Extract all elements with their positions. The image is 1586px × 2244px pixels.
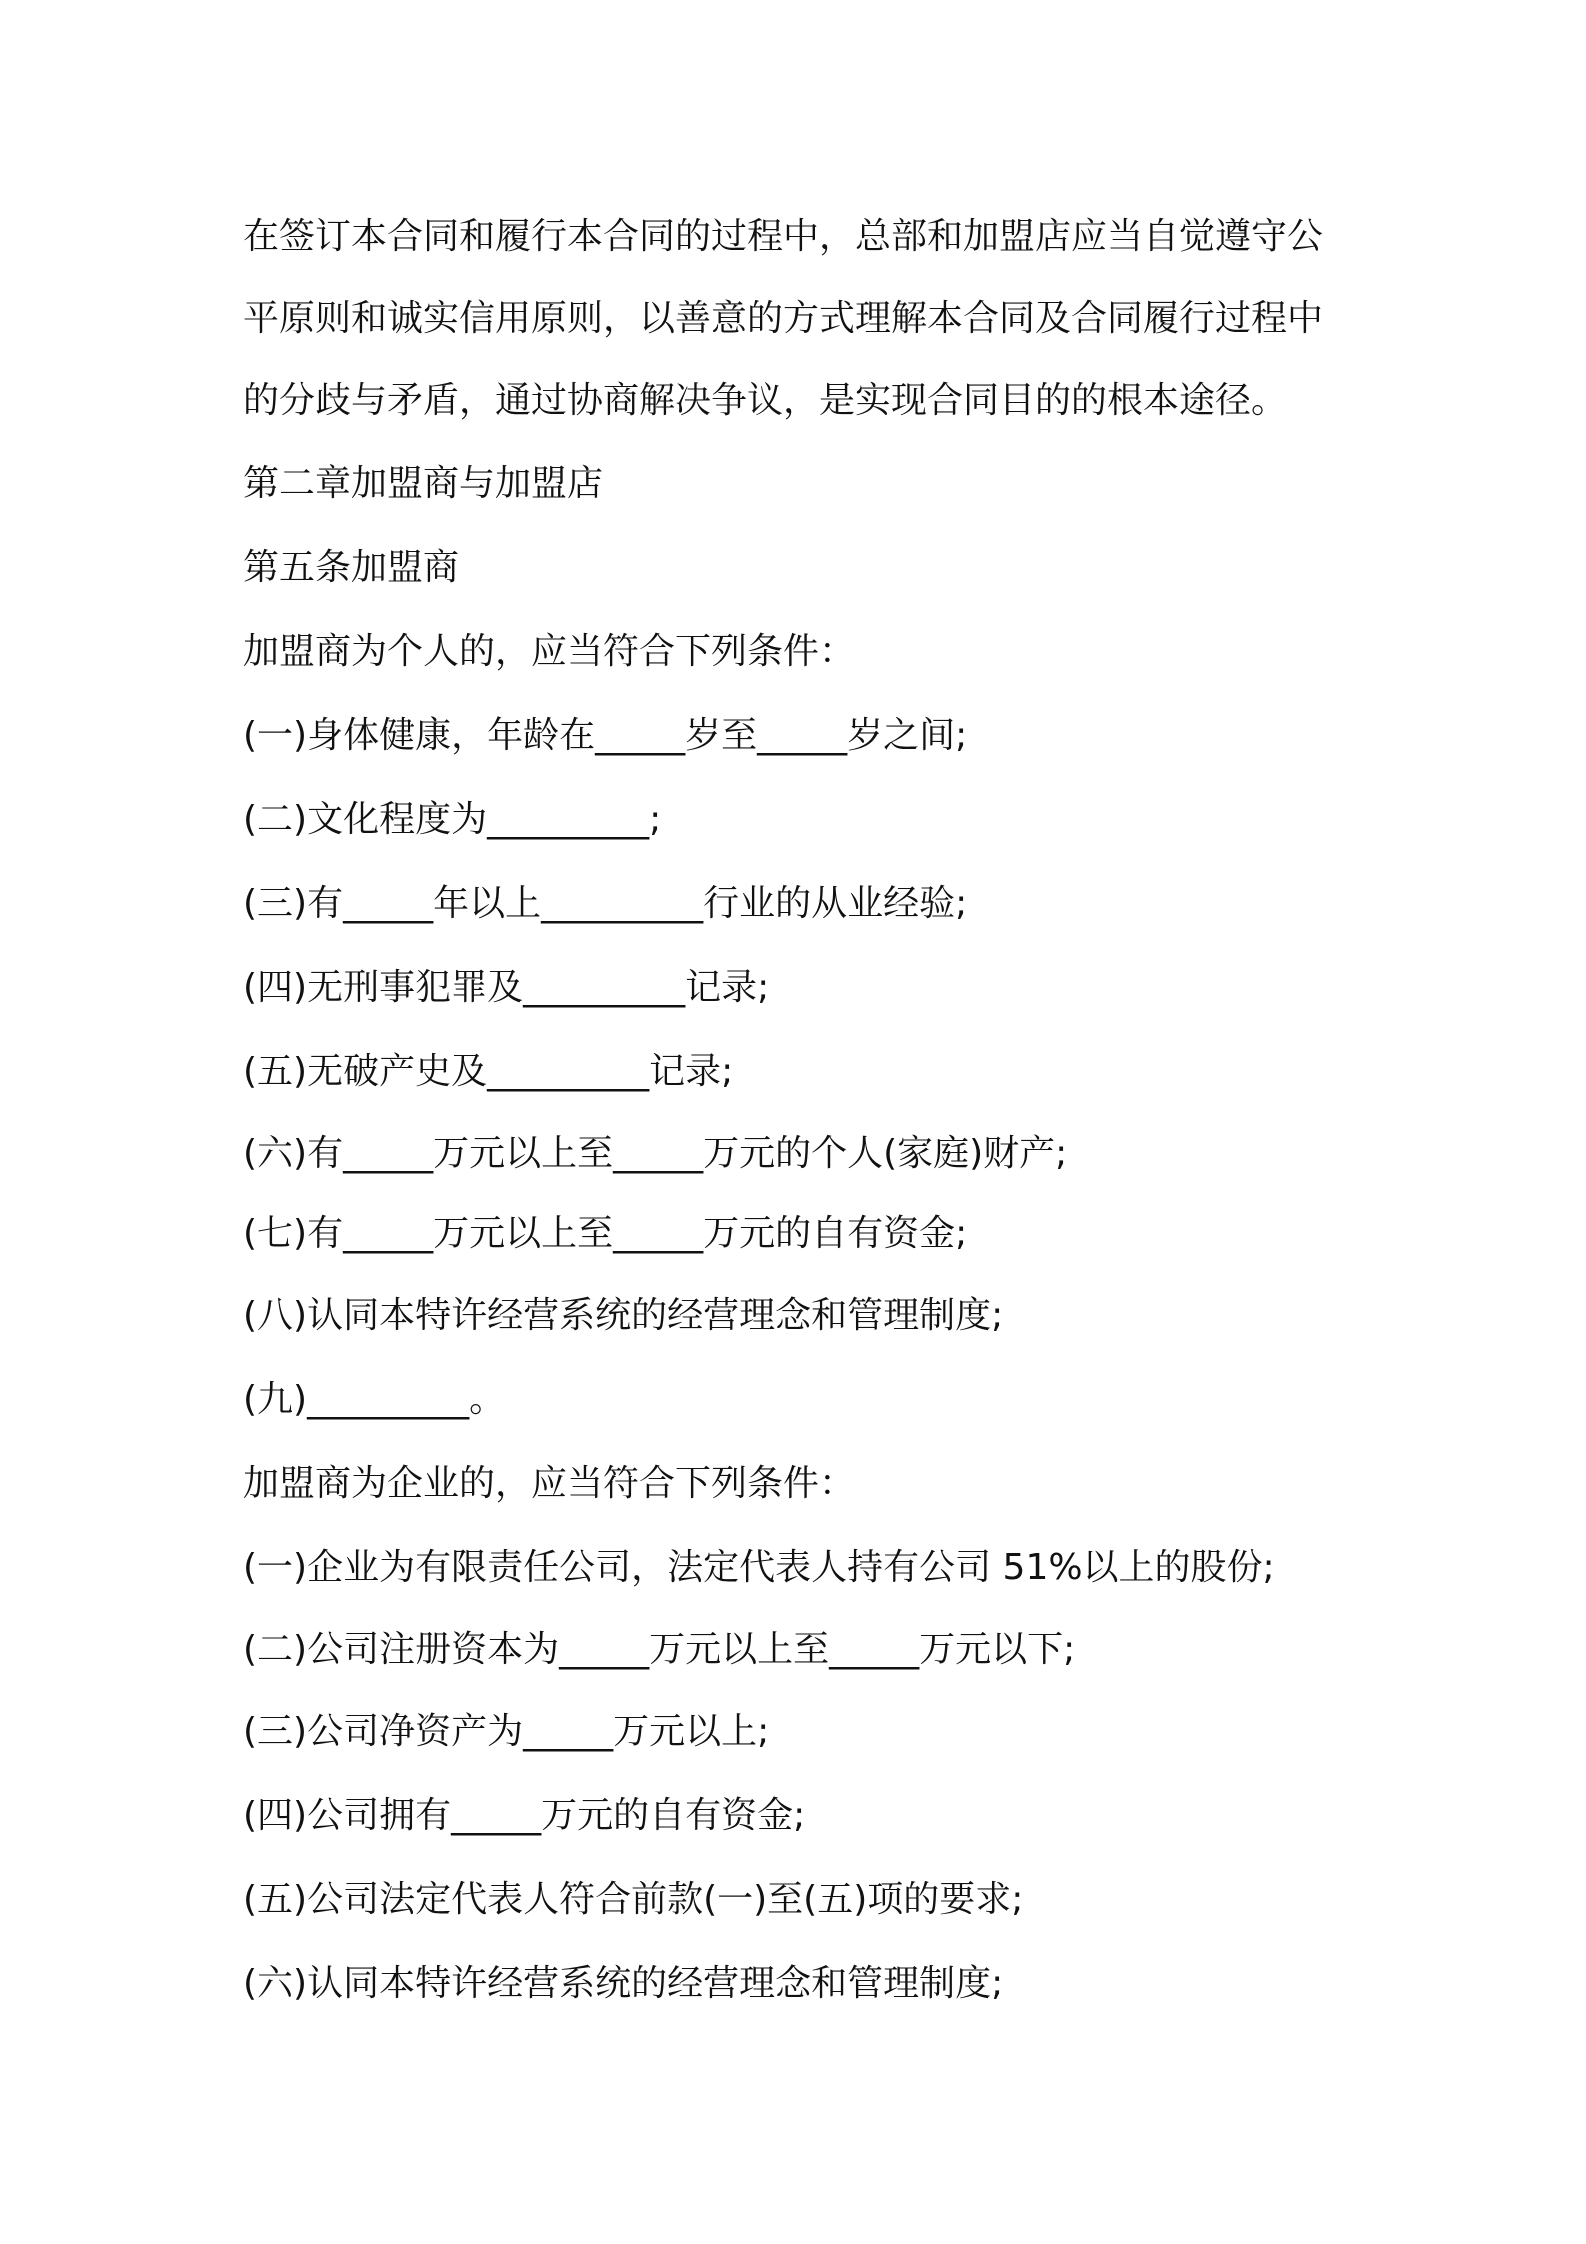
document-body [243,196,1363,2026]
enterprise-condition-item: (四)公司拥有_____万元的自有资金; [243,1795,806,1836]
individual-condition-item: (八)认同本特许经营系统的经营理念和管理制度; [243,1295,1004,1336]
individual-condition-item: (一)身体健康，年龄在_____岁至_____岁之间; [243,715,968,756]
enterprise-condition-item: (三)公司净资产为_____万元以上; [243,1711,770,1752]
enterprise-condition-item: (五)公司法定代表人符合前款(一)至(五)项的要求; [243,1879,1024,1920]
article-title: 第五条加盟商 [243,547,460,588]
individual-condition-item: (六)有_____万元以上至_____万元的个人(家庭)财产; [243,1133,1068,1174]
individual-condition-item: (二)文化程度为_________; [243,799,662,840]
enterprise-condition-item: (二)公司注册资本为_____万元以上至_____万元以下; [243,1629,1076,1670]
intro-paragraph-line: 在签订本合同和履行本合同的过程中，总部和加盟店应当自觉遵守公 [243,216,1324,257]
intro-paragraph-line: 平原则和诚实信用原则，以善意的方式理解本合同及合同履行过程中 [243,298,1324,339]
enterprise-condition-item: (六)认同本特许经营系统的经营理念和管理制度; [243,1963,1004,2004]
individual-condition-item: (四)无刑事犯罪及_________记录; [243,967,770,1008]
individual-conditions-heading: 加盟商为个人的，应当符合下列条件： [243,631,856,672]
individual-condition-item: (五)无破产史及_________记录; [243,1051,734,1092]
chapter-title: 第二章加盟商与加盟店 [243,463,604,504]
enterprise-condition-item: (一)企业为有限责任公司，法定代表人持有公司 51%以上的股份; [243,1547,1275,1588]
individual-condition-item: (三)有_____年以上_________行业的从业经验; [243,883,968,924]
enterprise-conditions-heading: 加盟商为企业的，应当符合下列条件： [243,1463,856,1504]
individual-condition-item: (九)_________。 [243,1379,506,1420]
individual-condition-item: (七)有_____万元以上至_____万元的自有资金; [243,1213,968,1254]
intro-paragraph-line: 的分歧与矛盾，通过协商解决争议，是实现合同目的的根本途径。 [243,380,1288,421]
